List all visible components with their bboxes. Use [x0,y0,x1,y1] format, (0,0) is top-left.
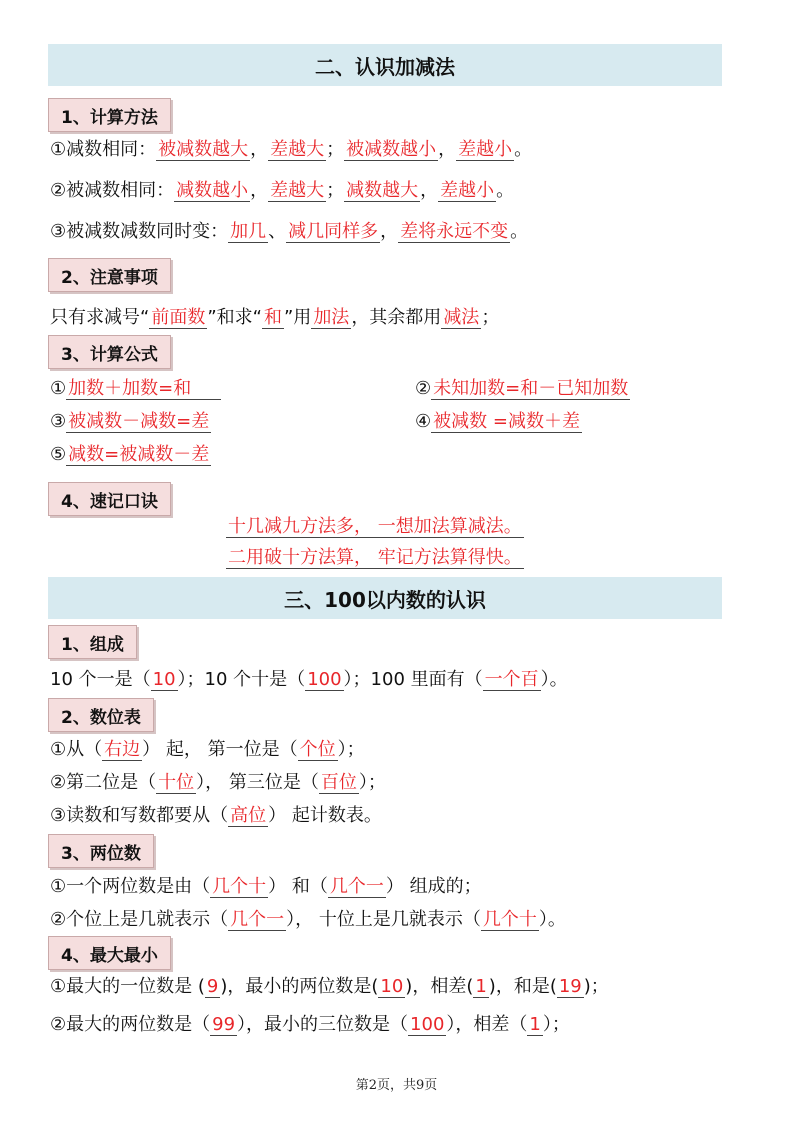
text: ，其余都用 [351,307,442,328]
answer: 差越小 [458,139,513,160]
text: ②第二位是（ [50,772,157,793]
section-title-2: 二、认识加减法 [48,44,722,86]
text: ） 组成的； [385,876,482,897]
section-title-3: 三、100以内数的认识 [48,577,722,619]
text: ③读数和写数都要从（ [50,805,229,826]
text: ）； [337,739,365,760]
text-line [50,667,568,693]
formula [50,376,221,402]
answer: 几个一 [329,876,384,897]
punct: ， [380,221,399,242]
text: ②最大的两位数是（ [50,1014,211,1035]
subsection-label: 1、组成 [48,625,137,659]
text: ①一个两位数是由（ [50,876,211,897]
formula [50,442,211,468]
answer: 几个十 [482,909,537,930]
punct: ， [250,180,269,201]
answer: 19 [558,976,582,997]
text: ”和求“ [207,307,262,328]
mnemonic-line [226,514,524,540]
answer: 几个一 [230,909,285,930]
answer: 99 [212,1014,236,1035]
answer: 1 [475,976,487,997]
answer: 加数＋加数=和 [66,378,221,400]
text: ”用 [283,307,312,328]
text: ）， 第三位是（ [196,772,319,793]
text: ①从（ [50,739,103,760]
text: ）；10 个十是（ [177,669,306,690]
subsection-label: 1、计算方法 [48,98,171,132]
subsection-label: 4、速记口诀 [48,482,171,516]
answer: 10 [380,976,404,997]
text: ），相差（ [446,1014,528,1035]
mnemonic-line [226,545,524,571]
text: ）， 十位上是几就表示（ [286,909,481,930]
line-prefix: ③被减数减数同时变： [50,221,229,242]
text: ）； [542,1014,570,1035]
text: ）。 [538,909,566,930]
answer: 100 [410,1014,445,1035]
formula [415,376,630,402]
subsection-label: 4、最大最小 [48,936,171,970]
answer: 百位 [320,772,357,793]
answer: 差越大 [270,139,325,160]
punct: 、 [268,221,287,242]
text: )，相差( [405,976,474,997]
answer: 减数=被减数－差 [68,444,210,465]
answer: 差越大 [270,180,325,201]
text: ）；100 里面有（ [343,669,483,690]
formula [415,409,582,435]
answer: 加法 [313,307,350,328]
text: ），最小的三位数是（ [237,1014,409,1035]
answer: 差将永远不变 [400,221,509,242]
answer: 几个十 [212,876,267,897]
text: ； [481,307,500,328]
text-line [50,770,386,796]
answer: 被减数－减数=差 [68,411,210,432]
text: 只有求减号“ [50,307,150,328]
text-line [50,219,528,245]
text: ） 起计数表。 [268,805,382,826]
punct: 。 [510,221,529,242]
text: ②个位上是几就表示（ [50,909,229,930]
text: ）。 [540,669,568,690]
answer: 高位 [230,805,267,826]
answer: 未知加数=和－已知加数 [433,378,629,399]
punct: ， [250,139,269,160]
formula-number: ④ [415,411,432,432]
text-line [50,907,566,933]
answer: 1 [529,1014,541,1035]
answer: 一个百 [484,669,539,690]
answer: 十几减九方法多， 一想加法算减法。 [228,516,522,537]
punct: ； [326,139,345,160]
text: 10 个一是（ [50,669,151,690]
answer: 前面数 [151,307,206,328]
answer: 减几同样多 [288,221,379,242]
text-line [50,1012,570,1038]
formula-number: ① [50,378,67,399]
answer: 减数越小 [176,180,249,201]
answer: 二用破十方法算， 牢记方法算得快。 [228,547,522,568]
text-line [50,137,532,163]
answer: 被减数越小 [346,139,437,160]
subsection-label: 2、数位表 [48,698,154,732]
formula-number: ② [415,378,432,399]
page-footer: 第2页，共9页 [355,1078,438,1093]
text-line [50,803,382,829]
answer: 差越小 [440,180,495,201]
answer: 加几 [230,221,267,242]
subsection-label: 2、注意事项 [48,258,171,292]
answer: 被减数越大 [158,139,249,160]
formula-number: ③ [50,411,67,432]
answer: 被减数 =减数＋差 [433,411,580,432]
formula [50,409,211,435]
punct: 。 [496,180,515,201]
subsection-label: 3、两位数 [48,834,154,868]
text-line [50,974,609,1000]
punct: ， [438,139,457,160]
answer: 个位 [299,739,336,760]
text-line [50,874,482,900]
answer: 10 [152,669,176,690]
answer: 减数越大 [346,180,419,201]
text: ） 起， 第一位是（ [142,739,298,760]
text-line [50,305,499,331]
answer: 和 [263,307,282,328]
text: )，和是( [488,976,557,997]
text: )； [583,976,609,997]
text-line [50,178,514,204]
answer: 十位 [158,772,195,793]
punct: ， [420,180,439,201]
answer: 右边 [104,739,141,760]
punct: ； [326,180,345,201]
line-prefix: ①减数相同： [50,139,157,160]
answer: 100 [307,669,342,690]
answer: 9 [206,976,219,997]
text: ） 和（ [268,876,328,897]
text-line [50,737,365,763]
text: ①最大的一位数是 ( [50,976,205,997]
text: ）； [358,772,386,793]
text: )，最小的两位数是( [220,976,379,997]
line-prefix: ②被减数相同： [50,180,175,201]
answer: 减法 [443,307,480,328]
formula-number: ⑤ [50,444,67,465]
subsection-label: 3、计算公式 [48,335,171,369]
punct: 。 [514,139,533,160]
